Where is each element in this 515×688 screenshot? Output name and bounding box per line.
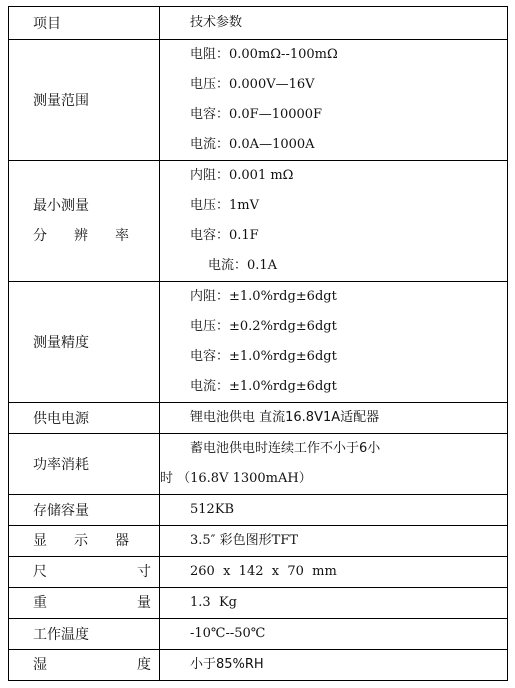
value-line: 电容：0.1F xyxy=(190,228,259,243)
label-cell xyxy=(9,588,160,619)
label-char: 器 xyxy=(115,533,129,549)
label-cell xyxy=(9,40,160,161)
value-line: 电阻：0.00mΩ--100mΩ xyxy=(190,47,338,62)
value-line: 3.5″ 彩色图形TFT xyxy=(190,533,299,548)
label-cell xyxy=(9,557,160,588)
label-cell xyxy=(9,619,160,650)
value-line: 电流：±1.0%rdg±6dgt xyxy=(190,379,337,394)
value-line: 锂电池供电 直流16.8V1A适配器 xyxy=(190,410,380,425)
value-line: 电压：±0.2%rdg±6dgt xyxy=(190,319,337,334)
table-row-resolution xyxy=(9,161,508,282)
label-char: 率 xyxy=(115,228,129,244)
value-line: 电压：1mV xyxy=(190,198,259,213)
label-char: 寸 xyxy=(137,564,151,580)
value-cell xyxy=(160,434,508,495)
value-cell xyxy=(160,557,508,588)
value-line: 电流：0.0A—1000A xyxy=(190,137,315,152)
table-row-humidity xyxy=(9,650,508,681)
label-char: 量 xyxy=(137,595,151,611)
value-line: 260 x 142 x 70 mm xyxy=(190,564,337,579)
row-label: 测量范围 xyxy=(33,93,89,109)
row-label-spread xyxy=(33,650,159,680)
header-item-cell xyxy=(9,7,160,40)
label-cell xyxy=(9,495,160,526)
label-char: 重 xyxy=(33,595,47,611)
label-cell xyxy=(9,526,160,557)
value-line: 内阻：0.001 mΩ xyxy=(190,168,294,183)
label-char: 辨 xyxy=(74,228,88,244)
label-cell xyxy=(9,650,160,681)
label-char: 尺 xyxy=(33,564,47,580)
value-line: 电容：±1.0%rdg±6dgt xyxy=(190,349,337,364)
row-label-spread xyxy=(33,526,129,556)
table-row-range xyxy=(9,40,508,161)
row-label-spread xyxy=(33,557,159,587)
row-label: 测量精度 xyxy=(33,335,89,351)
value-cell xyxy=(160,403,508,434)
value-line: 时 （16.8V 1300mAH） xyxy=(160,471,312,486)
table-row-power-consumption xyxy=(9,434,508,495)
row-label-spread xyxy=(33,221,129,251)
table-row-storage xyxy=(9,495,508,526)
table-row-weight xyxy=(9,588,508,619)
label-char: 显 xyxy=(33,533,47,549)
value-line: 蓄电池供电时连续工作不小于6小 xyxy=(190,441,381,456)
label-cell xyxy=(9,434,160,495)
value-cell xyxy=(160,161,508,282)
value-line: 小于85%RH xyxy=(190,657,264,672)
table-row-power-supply xyxy=(9,403,508,434)
row-label: 最小测量 xyxy=(33,198,89,214)
table-row-size xyxy=(9,557,508,588)
row-label: 工作温度 xyxy=(33,627,89,643)
header-item: 项目 xyxy=(33,16,61,32)
label-char: 湿 xyxy=(33,657,47,673)
label-cell xyxy=(9,282,160,403)
table-header-row xyxy=(9,7,508,40)
value-cell xyxy=(160,526,508,557)
value-cell xyxy=(160,282,508,403)
label-cell xyxy=(9,161,160,282)
label-char: 示 xyxy=(74,533,88,549)
value-line: -10℃--50℃ xyxy=(190,626,266,641)
spec-table xyxy=(8,6,508,681)
row-label: 功率消耗 xyxy=(33,457,89,473)
value-line: 512KB xyxy=(190,502,235,517)
table-row-accuracy xyxy=(9,282,508,403)
label-char: 分 xyxy=(33,228,47,244)
row-label: 供电电源 xyxy=(33,411,89,427)
value-line: 1.3 Kg xyxy=(190,595,237,610)
value-line: 电流：0.1A xyxy=(208,258,278,273)
table-row-temperature xyxy=(9,619,508,650)
header-spec-cell xyxy=(160,7,508,40)
value-cell xyxy=(160,495,508,526)
label-char: 度 xyxy=(137,657,151,673)
value-cell xyxy=(160,588,508,619)
row-label-spread xyxy=(33,588,159,618)
value-line: 电容：0.0F—10000F xyxy=(190,107,323,122)
value-cell xyxy=(160,40,508,161)
row-label: 存储容量 xyxy=(33,503,89,519)
table-row-display xyxy=(9,526,508,557)
value-cell xyxy=(160,650,508,681)
header-spec: 技术参数 xyxy=(190,15,243,30)
value-line: 内阻：±1.0%rdg±6dgt xyxy=(190,289,337,304)
value-line: 电压：0.000V—16V xyxy=(190,77,315,92)
value-cell xyxy=(160,619,508,650)
label-cell xyxy=(9,403,160,434)
